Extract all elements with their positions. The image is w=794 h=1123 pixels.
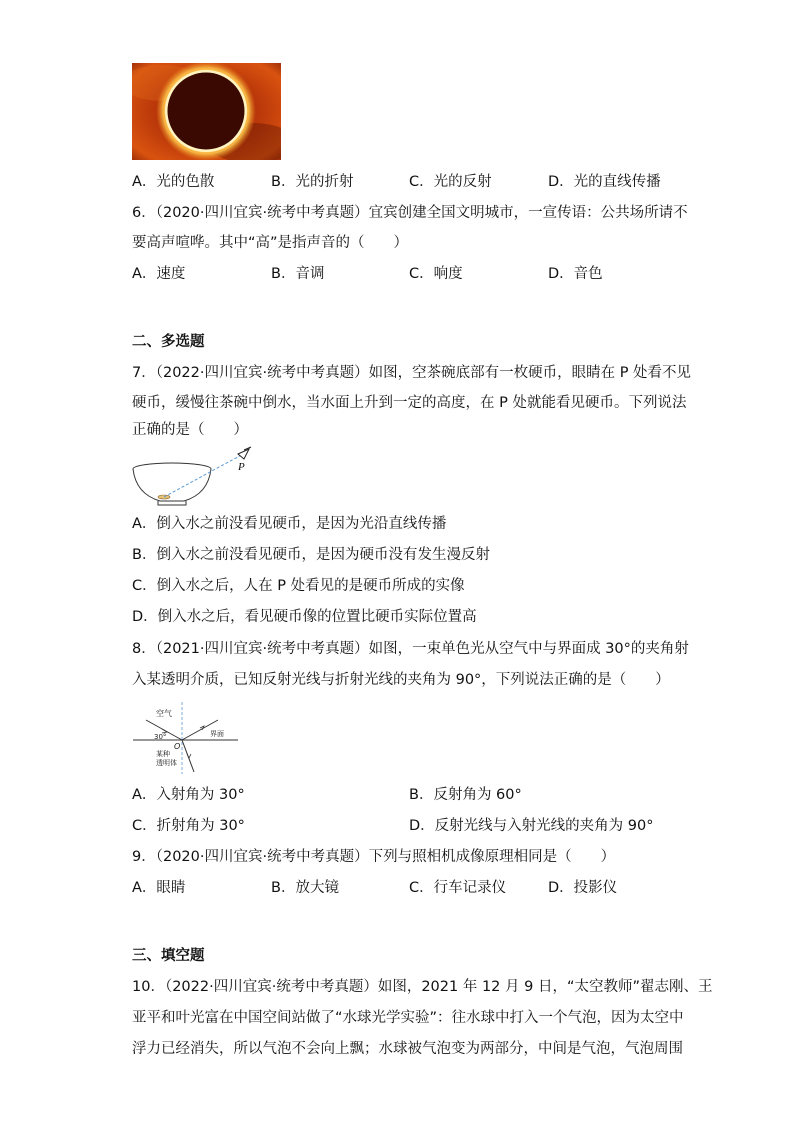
q9-option-a: A．眼睛 — [132, 880, 186, 896]
q7-stem-line3: 正确的是（ ） — [132, 422, 248, 438]
q8-option-d: D．反射光线与入射光线的夹角为 90° — [409, 818, 654, 834]
q8-stem-line2: 入某透明介质，已知反射光线与折射光线的夹角为 90°，下列说法正确的是（ ） — [132, 672, 670, 688]
q10-stem-line1: 10．（2022·四川宜宾·统考中考真题）如图，2021 年 12 月 9 日，“太空教师”翟志刚、王 — [132, 979, 713, 995]
q8-stem-line1: 8．（2021·四川宜宾·统考中考真题）如图，一束单色光从空气中与界面成 30°的夹角射 — [132, 641, 689, 657]
label-o: O — [174, 742, 181, 751]
q6-option-b: B．音调 — [271, 266, 325, 282]
label-air: 空气 — [156, 709, 172, 718]
q9-option-b: B．放大镜 — [271, 880, 339, 896]
q6-option-a: A．速度 — [132, 266, 186, 282]
q7-option-d: D．倒入水之后，看见硬币像的位置比硬币实际位置高 — [132, 609, 477, 625]
q10-stem-line2: 亚平和叶光富在中国空间站做了“水球光学实验”：往水球中打入一个气泡，因为太空中 — [132, 1010, 684, 1026]
q6-stem-line2: 要高声喧哗。其中“高”是指声音的（ ） — [132, 235, 409, 251]
label-medium-2: 透明体 — [156, 759, 177, 767]
q8-option-c: C．折射角为 30° — [132, 818, 245, 834]
q8-option-a: A．入射角为 30° — [132, 787, 245, 803]
q6-option-d: D．音色 — [548, 266, 603, 282]
q6-option-c: C．响度 — [409, 266, 463, 282]
q5-option-b: B．光的折射 — [271, 174, 354, 190]
label-medium-1: 某种 — [156, 750, 170, 758]
q7-option-a: A．倒入水之前没看见硬币，是因为光沿直线传播 — [132, 516, 447, 532]
q7-stem-line2: 硬币，缓慢往茶碗中倒水，当水面上升到一定的高度，在 P 处就能看见硬币。下列说法 — [132, 395, 687, 411]
q5-option-c: C．光的反射 — [409, 174, 492, 190]
q7-option-c: C．倒入水之后，人在 P 处看见的是硬币所成的实像 — [132, 578, 465, 594]
q8-option-b: B．反射角为 60° — [409, 787, 522, 803]
q9-stem: 9．（2020·四川宜宾·统考中考真题）下列与照相机成像原理相同是（ ） — [132, 849, 616, 865]
q7-option-b: B．倒入水之前没看见硬币，是因为硬币没有发生漫反射 — [132, 547, 490, 563]
q5-option-a: A．光的色散 — [132, 174, 215, 190]
q5-option-d: D．光的直线传播 — [548, 174, 661, 190]
label-interface: 界面 — [210, 730, 224, 738]
label-30-degrees: 30° — [154, 733, 167, 741]
refraction-figure — [130, 700, 240, 776]
tea-bowl-figure — [130, 444, 270, 510]
q9-option-c: C．行车记录仪 — [409, 880, 507, 896]
section-title-multiple-choice: 二、多选题 — [132, 334, 205, 350]
q10-stem-line3: 浮力已经消失，所以气泡不会向上飘；水球被气泡变为两部分，中间是气泡，气泡周围 — [132, 1041, 683, 1057]
section-title-fill-in: 三、填空题 — [132, 948, 205, 964]
figure-label-p: P — [238, 461, 245, 473]
q9-option-d: D．投影仪 — [548, 880, 618, 896]
q6-stem-line1: 6．（2020·四川宜宾·统考中考真题）宜宾创建全国文明城市，一宣传语：公共场所请不 — [132, 205, 688, 221]
q7-stem-line1: 7．（2022·四川宜宾·统考中考真题）如图，空茶碗底部有一枚硬币，眼睛在 P 处看不见 — [132, 365, 692, 381]
annular-eclipse-photo — [132, 63, 281, 160]
